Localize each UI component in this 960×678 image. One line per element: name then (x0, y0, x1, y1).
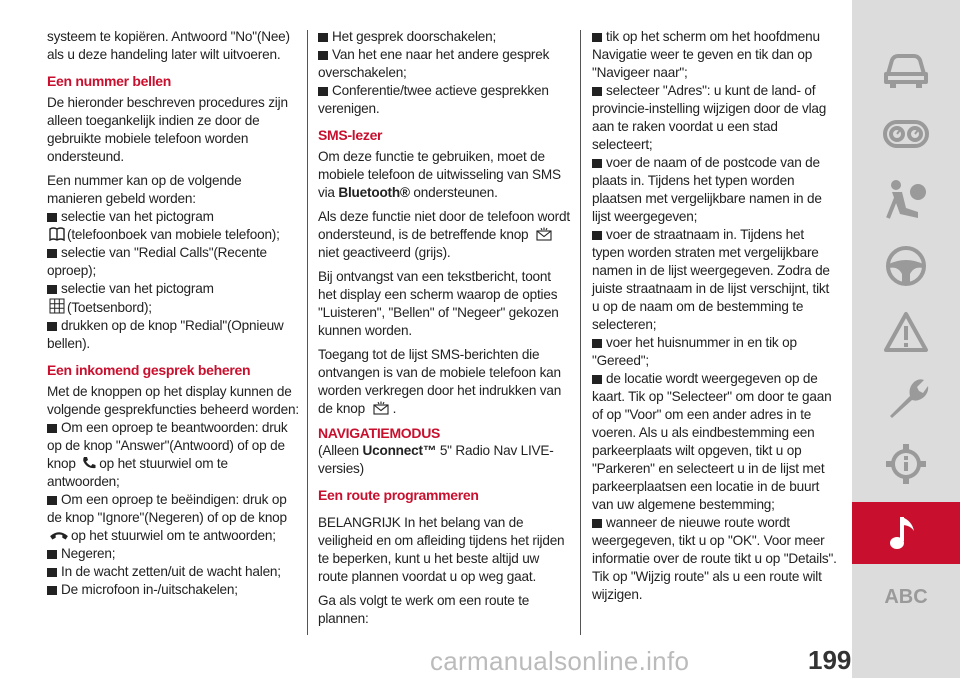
page-number: 199 (808, 645, 852, 675)
list-item: Om een oproep te beëindigen: druk op de knop "Ignore"(Negeren) of op de knop op het stuurwiel om te antwoorden; (47, 492, 287, 543)
bluetooth-brand: Bluetooth® (338, 185, 410, 200)
paragraph: Als deze functie niet door de telefoon wordt ondersteund, is de betreffende knop niet geactiveerd (grijs). (318, 209, 570, 260)
list-item: Van het ene naar het andere gesprek overschakelen; (318, 47, 550, 80)
heading-incoming-call: Een inkomend gesprek beheren (47, 362, 251, 378)
bullet-icon (47, 424, 57, 433)
bullet-icon (47, 322, 57, 331)
bullet-icon (47, 285, 57, 294)
phone-answer-icon (81, 456, 97, 470)
list-item: de locatie wordt weergegeven op de kaart. Tik op "Selecteer" om door te gaan of op "Voor" om een ander adres in te voeren. Als u als eindbestemming een parkeerplaats wilt opgeven, tikt u op "Parkeren" en selecteert u in de lijst met parkeerplaatsen een locatie in de buurt van uw algemene bestemming; (592, 371, 832, 512)
column-2 (318, 28, 570, 634)
abc-index-label[interactable]: ABC (884, 586, 928, 608)
phone-hangup-icon (49, 528, 69, 542)
bullet-icon (318, 87, 328, 96)
list-item: De microfoon in-/uitschakelen; (47, 581, 299, 599)
list-item: voer de naam of de postcode van de plaats in. Tijdens het typen worden plaatsen met vergelijkbare namen in de lijst weergegeven; (592, 155, 822, 224)
list-item: selecteer "Adres": u kunt de land- of provincie-instelling wijzigen door de vlag aan te raken voordat u een stad selecteert; (592, 83, 827, 152)
column-1 (47, 28, 299, 599)
list-item: Om een oproep te beantwoorden: druk op de knop "Answer"(Antwoord) of op de knop op het stuurwiel om te antwoorden; (47, 420, 288, 489)
watermark: carmanualsonline.info (430, 646, 690, 676)
list-item: selectie van het pictogram (Toetsenbord); (47, 280, 299, 317)
car-icon[interactable] (882, 46, 930, 90)
bullet-icon (47, 586, 57, 595)
list-item: voer de straatnaam in. Tijdens het typen worden straten met vergelijkbare namen in de lijst weergegeven. Zodra de juiste straatnaam in de lijst verschijnt, tikt u op de naam om de bestemming te selecteren; (592, 227, 830, 332)
paragraph: Ga als volgt te werk om een route te plannen: (318, 593, 530, 626)
paragraph: Toegang tot de lijst SMS-berichten die ontvangen is van de mobiele telefoon kan worden verkregen door het indrukken van de knop . (318, 347, 562, 416)
bullet-icon (592, 519, 602, 528)
column-divider (580, 30, 581, 635)
list-item: selectie van het pictogram (telefoonboek van mobiele telefoon); (47, 208, 299, 244)
bullet-icon (592, 375, 602, 384)
gear-info-icon[interactable] (882, 442, 930, 486)
bullet-icon (47, 213, 57, 222)
list-item: Conferentie/twee actieve gesprekken verenigen. (318, 83, 549, 116)
airbag-icon[interactable] (882, 178, 930, 222)
intro-text: systeem te kopiëren. Antwoord "No"(Nee) als u deze handeling later wilt uitvoeren. (47, 29, 290, 62)
paragraph: Met de knoppen op het display kunnen de volgende gesprekfuncties beheerd worden: (47, 384, 299, 417)
phonebook-icon (49, 227, 65, 241)
bullet-icon (318, 33, 328, 42)
bullet-icon (47, 496, 57, 505)
paragraph: (Alleen Uconnect™ 5" Radio Nav LIVE-versies) (318, 443, 554, 476)
list-item: Negeren; (47, 545, 299, 563)
warning-triangle-icon[interactable] (882, 310, 930, 354)
wrench-icon[interactable] (882, 376, 930, 420)
paragraph: Bij ontvangst van een tekstbericht, toont het display een scherm waarop de opties "Luisteren", "Bellen" of "Negeer" gekozen kunnen worden. (318, 269, 559, 338)
dashboard-icon[interactable] (882, 112, 930, 156)
list-item: voer het huisnummer in en tik op "Gereed"; (592, 335, 797, 368)
heading-sms-reader: SMS-lezer (318, 127, 383, 143)
bullet-icon (592, 33, 602, 42)
sms-envelope-icon (371, 401, 391, 415)
paragraph: Om deze functie te gebruiken, moet de mobiele telefoon de uitwisseling van SMS via Bluetooth® ondersteunen. (318, 149, 561, 200)
bullet-icon (592, 87, 602, 96)
bullet-icon (47, 249, 57, 258)
list-item: tik op het scherm om het hoofdmenu Navigatie weer te geven en tik dan op "Navigeer naar"; (592, 29, 820, 80)
paragraph: Een nummer kan op de volgende manieren gebeld worden: (47, 173, 242, 206)
keypad-icon (49, 298, 65, 314)
heading-program-route: Een route programmeren (318, 487, 479, 503)
paragraph: De hieronder beschreven procedures zijn alleen toegankelijk indien ze door de gebruikte mobiele telefoon worden ondersteund. (47, 95, 288, 164)
bullet-icon (592, 339, 602, 348)
bullet-icon (47, 550, 57, 559)
bullet-icon (592, 159, 602, 168)
bullet-icon (318, 51, 328, 60)
chapter-sidebar (852, 0, 960, 678)
bullet-icon (47, 568, 57, 577)
list-item: Het gesprek doorschakelen; (318, 28, 570, 46)
list-item: wanneer de nieuwe route wordt weergegeven, tikt u op "OK". Voor meer informatie over de route tikt u op "Details". Tik op "Wijzig route" als u een route wilt wijzigen. (592, 515, 837, 602)
paragraph: BELANGRIJK In het belang van de veiligheid en om afleiding tijdens het rijden te beperken, kunt u het beste altijd uw route plannen voordat u op weg gaat. (318, 515, 565, 584)
column-divider (307, 30, 308, 635)
list-item: drukken op de knop "Redial"(Opnieuw bellen). (47, 318, 284, 351)
heading-navigation-mode: NAVIGATIEMODUS (318, 425, 441, 441)
steering-wheel-icon[interactable] (882, 244, 930, 288)
heading-call-number: Een nummer bellen (47, 73, 172, 89)
bullet-icon (592, 231, 602, 240)
sms-envelope-icon (534, 227, 554, 241)
column-3 (592, 28, 838, 604)
list-item: In de wacht zetten/uit de wacht halen; (47, 563, 299, 581)
music-note-icon[interactable] (882, 511, 930, 555)
list-item: selectie van "Redial Calls"(Recente oproep); (47, 245, 267, 278)
uconnect-brand: Uconnect™ (362, 443, 437, 458)
